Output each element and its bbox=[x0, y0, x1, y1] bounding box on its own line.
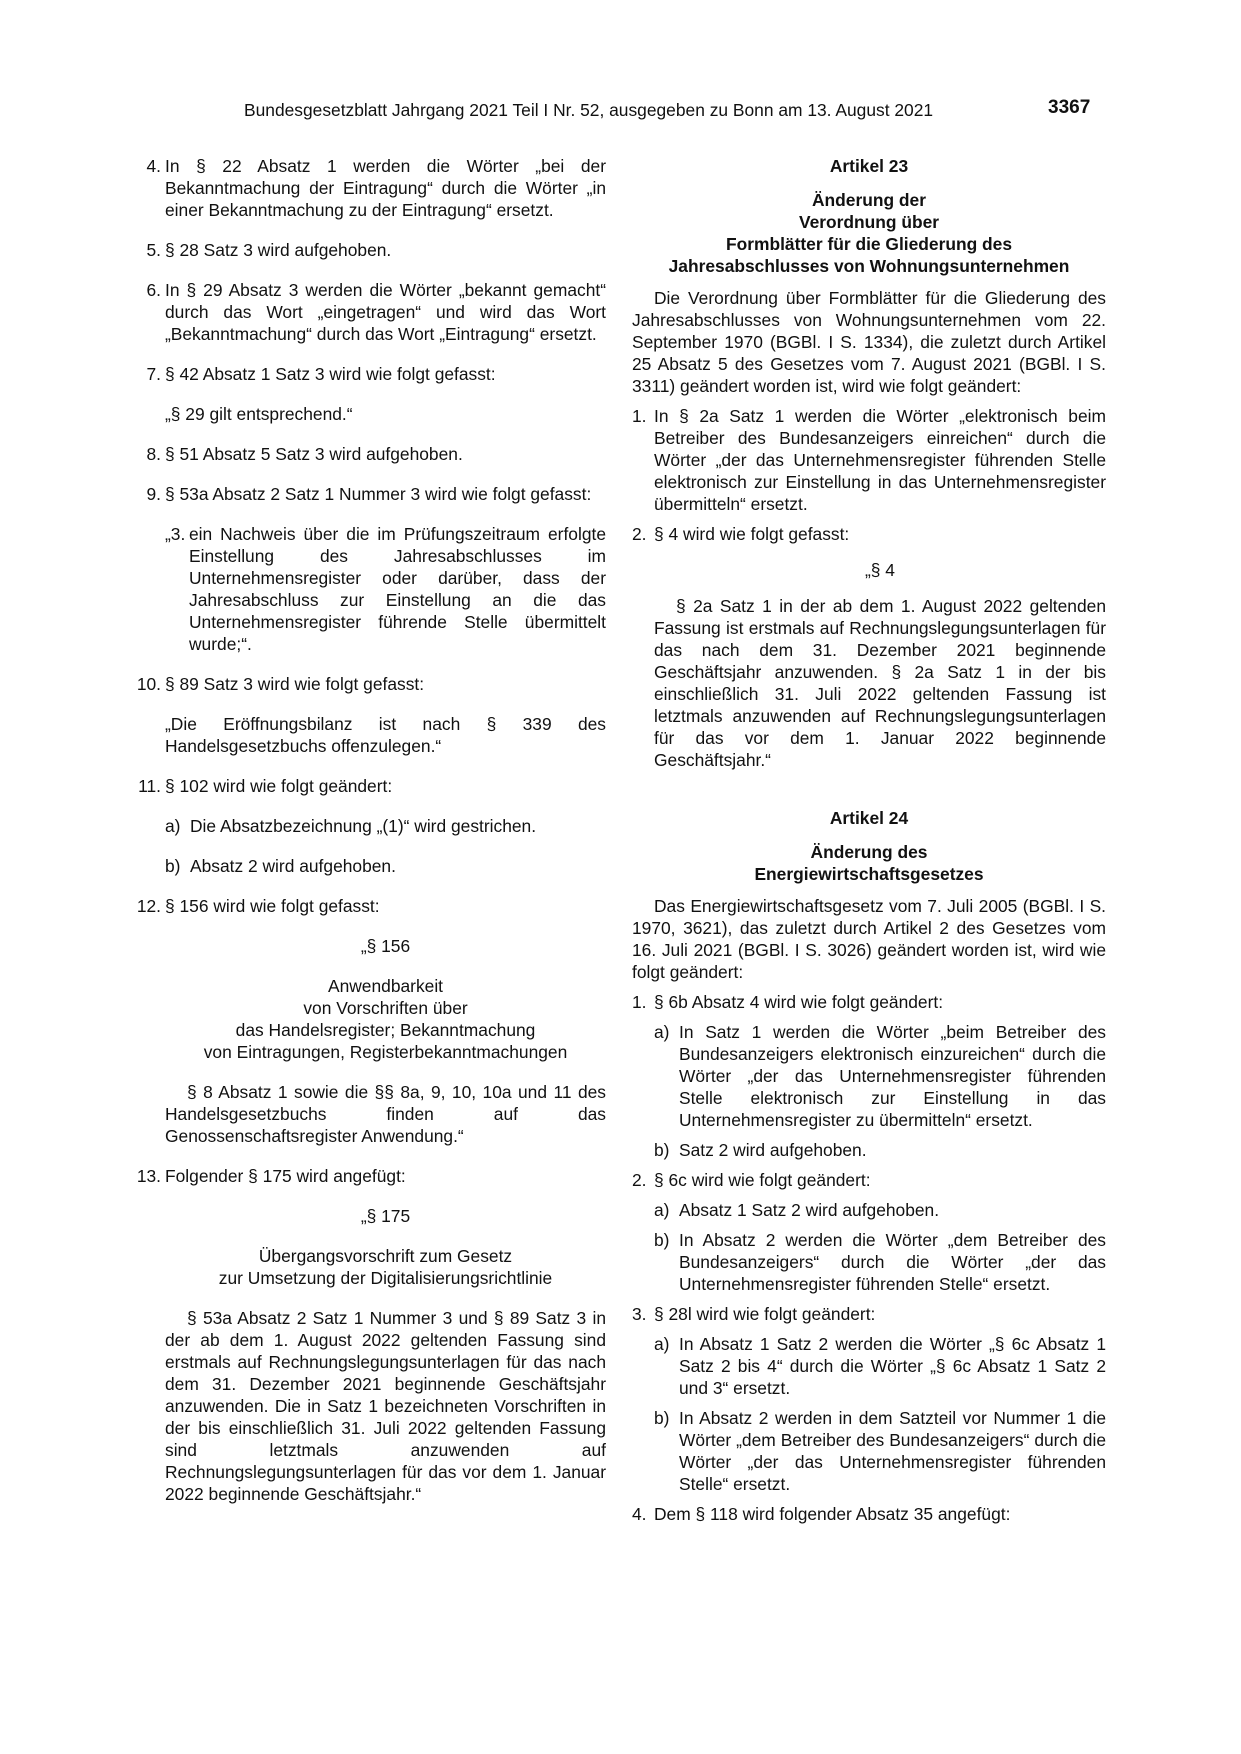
item-number: 1. bbox=[632, 992, 647, 1012]
sub-text: In Absatz 1 Satz 2 werden die Wörter „§ 6c Absatz 1 Satz 2 bis 4“ durch die Wörter „§ 6c Absatz 1 Satz 2 und 3“ ersetzt. bbox=[679, 1334, 1106, 1398]
section-title-line: von Vorschriften über bbox=[303, 998, 468, 1018]
sub-number: a) bbox=[654, 1022, 670, 1042]
list-item bbox=[632, 405, 1106, 515]
item-text: § 51 Absatz 5 Satz 3 wird aufgehoben. bbox=[165, 444, 463, 464]
article-intro: Das Energiewirtschaftsgesetz vom 7. Juli 2005 (BGBl. I S. 1970, 3621), das zuletzt durch Artikel 2 des Gesetzes vom 16. Juli 2021 (BGBl. I S. 3026) geändert worden ist, wird wie folgt geändert: bbox=[632, 896, 1106, 982]
item-text: In § 22 Absatz 1 werden die Wörter „bei der Bekanntmachung der Eintragung“ durch die Wörter „in einer Bekanntmachung zu der Eintragung“ ersetzt. bbox=[165, 156, 606, 220]
quote-text: ein Nachweis über die im Prüfungszeitraum erfolgte Einstellung des Jahresabschlusses im Unternehmensregister oder darüber, dass der Jahresabschluss zur Einstellung an die das Unternehmensregister führende Stelle übermittelt wurde;“. bbox=[189, 524, 606, 654]
article-title-line: Jahresabschlusses von Wohnungsunternehmen bbox=[668, 256, 1070, 276]
section-title-line: von Eintragungen, Registerbekanntmachungen bbox=[203, 1042, 568, 1062]
item-text: § 6b Absatz 4 wird wie folgt geändert: bbox=[654, 992, 944, 1012]
list-item bbox=[632, 1169, 1106, 1191]
article-title-line: Formblätter für die Gliederung des bbox=[725, 234, 1013, 254]
list-item bbox=[632, 523, 1106, 545]
sub-item bbox=[654, 1021, 1106, 1131]
sub-item bbox=[654, 1407, 1106, 1495]
item-number: 10. bbox=[136, 674, 161, 694]
list-item bbox=[132, 895, 606, 917]
item-number: 4. bbox=[632, 1504, 647, 1524]
article-title bbox=[632, 189, 1106, 277]
running-header: Bundesgesetzblatt Jahrgang 2021 Teil I Nr. 52, ausgegeben zu Bonn am 13. August 2021 bbox=[244, 100, 934, 120]
item-number: 9. bbox=[146, 484, 161, 504]
list-item bbox=[132, 239, 606, 261]
item-text: § 156 wird wie folgt gefasst: bbox=[165, 896, 380, 916]
item-number: 11. bbox=[138, 776, 161, 796]
list-item bbox=[132, 673, 606, 695]
section-body: § 53a Absatz 2 Satz 1 Nummer 3 und § 89 Satz 3 in der ab dem 1. August 2022 geltenden Fassung sind erstmals auf Rechnungslegungsunterlagen für das nach dem 31. Dezember 2021 beginnende Geschäftsjahr anzuwenden. Die in Satz 1 bezeichneten Vorschriften in der bis einschließlich 31. Juli 2022 geltenden Fassung sind letztmals anzuwenden auf Rechnungslegungsunterlagen für das vor dem 1. Januar 2022 beginnende Geschäftsjahr.“ bbox=[165, 1308, 606, 1504]
sub-text: Absatz 2 wird aufgehoben. bbox=[190, 856, 396, 876]
sub-number: b) bbox=[165, 856, 181, 876]
item-number: 1. bbox=[632, 406, 647, 426]
section-body: § 8 Absatz 1 sowie die §§ 8a, 9, 10, 10a und 11 des Handelsgesetzbuchs finden auf das Genossenschaftsregister Anwendung.“ bbox=[165, 1082, 606, 1146]
sub-text: In Satz 1 werden die Wörter „beim Betreiber des Bundesanzeigers elektronisch einzureichen“ durch die Wörter „der das Unternehmensregister führenden Stelle elektronisch zur Einstellung in das Unternehmensregister zu übermitteln“ ersetzt. bbox=[679, 1022, 1106, 1130]
item-number: 2. bbox=[632, 1170, 647, 1190]
quoted-item bbox=[165, 523, 606, 655]
sub-text: Absatz 1 Satz 2 wird aufgehoben. bbox=[679, 1200, 940, 1220]
quote-number: „3. bbox=[165, 524, 186, 544]
page-number: 3367 bbox=[1048, 97, 1091, 118]
section-title-line: das Handelsregister; Bekanntmachung bbox=[235, 1020, 536, 1040]
list-item bbox=[132, 443, 606, 465]
article-intro: Die Verordnung über Formblätter für die Gliederung des Jahresabschlusses von Wohnungsunternehmen vom 22. September 1970 (BGBl. I S. 1334), die zuletzt durch Artikel 25 Absatz 5 des Gesetzes vom 7. August 2021 (BGBl. I S. 3311) geändert worden ist, wird wie folgt geändert: bbox=[632, 288, 1106, 396]
left-column bbox=[132, 155, 606, 1523]
article-title-line: Verordnung über bbox=[798, 212, 940, 232]
article-title bbox=[632, 841, 1106, 885]
item-number: 5. bbox=[146, 240, 161, 260]
list-item bbox=[132, 279, 606, 345]
sub-number: a) bbox=[654, 1200, 670, 1220]
item-number: 3. bbox=[632, 1304, 647, 1324]
list-item bbox=[132, 1165, 606, 1187]
list-item bbox=[132, 483, 606, 505]
sub-item bbox=[165, 855, 606, 877]
item-number: 8. bbox=[146, 444, 161, 464]
list-item bbox=[132, 155, 606, 221]
article-title-line: Energiewirtschaftsgesetzes bbox=[754, 864, 984, 884]
section-number: „§ 156 bbox=[360, 936, 411, 956]
item-text: § 28l wird wie folgt geändert: bbox=[654, 1304, 876, 1324]
article-label: Artikel 23 bbox=[829, 156, 909, 176]
item-text: In § 29 Absatz 3 werden die Wörter „bekannt gemacht“ durch das Wort „eingetragen“ und wird das Wort „Bekanntmachung“ durch das Wort „Eintragung“ ersetzt. bbox=[165, 280, 606, 344]
item-text: § 4 wird wie folgt gefasst: bbox=[654, 524, 850, 544]
sub-text: In Absatz 2 werden die Wörter „dem Betreiber des Bundesanzeigers“ durch die Wörter „der das Unternehmensregister führenden Stelle“ ersetzt. bbox=[679, 1230, 1106, 1294]
item-text: Dem § 118 wird folgender Absatz 35 angefügt: bbox=[654, 1504, 1011, 1524]
item-text: § 53a Absatz 2 Satz 1 Nummer 3 wird wie folgt gefasst: bbox=[165, 484, 592, 504]
item-text: § 42 Absatz 1 Satz 3 wird wie folgt gefasst: bbox=[165, 364, 496, 384]
item-number: 6. bbox=[146, 280, 161, 300]
item-number: 13. bbox=[136, 1166, 161, 1186]
item-number: 4. bbox=[146, 156, 161, 176]
sub-item bbox=[654, 1139, 1106, 1161]
section-number: „§ 4 bbox=[865, 560, 895, 580]
item-text: Folgender § 175 wird angefügt: bbox=[165, 1166, 406, 1186]
list-item bbox=[632, 1303, 1106, 1325]
article-label: Artikel 24 bbox=[829, 808, 909, 828]
quoted-text: „§ 29 gilt entsprechend.“ bbox=[165, 404, 353, 424]
list-item bbox=[132, 363, 606, 385]
section-title-line: Anwendbarkeit bbox=[327, 976, 444, 996]
item-number: 7. bbox=[146, 364, 161, 384]
sub-number: a) bbox=[654, 1334, 670, 1354]
sub-number: a) bbox=[165, 816, 181, 836]
section-title-line: Übergangsvorschrift zum Gesetz bbox=[258, 1246, 513, 1266]
item-text: In § 2a Satz 1 werden die Wörter „elektronisch beim Betreiber des Bundesanzeigers einreichen“ durch die Wörter „der das Unternehmensregister führenden Stelle elektronisch zur Einstellung in das Unternehmensregister übermitteln“ ersetzt. bbox=[654, 406, 1106, 514]
quoted-text: „Die Eröffnungsbilanz ist nach § 339 des Handelsgesetzbuchs offenzulegen.“ bbox=[165, 714, 606, 756]
sub-text: Satz 2 wird aufgehoben. bbox=[679, 1140, 867, 1160]
sub-text: Die Absatzbezeichnung „(1)“ wird gestrichen. bbox=[190, 816, 537, 836]
sub-item bbox=[165, 815, 606, 837]
list-item bbox=[632, 991, 1106, 1013]
item-text: § 89 Satz 3 wird wie folgt gefasst: bbox=[165, 674, 425, 694]
article-title-line: Änderung der bbox=[811, 190, 926, 210]
sub-item bbox=[654, 1229, 1106, 1295]
sub-text: In Absatz 2 werden in dem Satzteil vor Nummer 1 die Wörter „dem Betreiber des Bundesanzeigers“ durch die Wörter „der das Unternehmensregister führenden Stelle“ ersetzt. bbox=[679, 1408, 1106, 1494]
page-header bbox=[0, 99, 1241, 125]
section-body: § 2a Satz 1 in der ab dem 1. August 2022 geltenden Fassung ist erstmals auf Rechnungslegungsunterlagen für das nach dem 31. Dezember 2021 beginnende Geschäftsjahr anzuwenden. § 2a Satz 1 in der bis einschließlich 31. Juli 2022 geltenden Fassung ist letztmals anzuwenden auf Rechnungslegungsunterlagen für das vor dem 1. Januar 2022 beginnende Geschäftsjahr.“ bbox=[654, 596, 1106, 770]
right-column bbox=[632, 155, 1106, 1533]
sub-item bbox=[654, 1333, 1106, 1399]
list-item bbox=[632, 1503, 1106, 1525]
item-text: § 6c wird wie folgt geändert: bbox=[654, 1170, 871, 1190]
section-title-line: zur Umsetzung der Digitalisierungsrichtlinie bbox=[218, 1268, 553, 1288]
item-number: 2. bbox=[632, 524, 647, 544]
article-title-line: Änderung des bbox=[810, 842, 928, 862]
list-item bbox=[132, 775, 606, 797]
section-title bbox=[165, 1245, 606, 1289]
sub-number: b) bbox=[654, 1230, 670, 1250]
item-text: § 28 Satz 3 wird aufgehoben. bbox=[165, 240, 392, 260]
section-number: „§ 175 bbox=[360, 1206, 411, 1226]
sub-number: b) bbox=[654, 1140, 670, 1160]
section-title bbox=[165, 975, 606, 1063]
item-number: 12. bbox=[136, 896, 161, 916]
sub-item bbox=[654, 1199, 1106, 1221]
item-text: § 102 wird wie folgt geändert: bbox=[165, 776, 393, 796]
sub-number: b) bbox=[654, 1408, 670, 1428]
